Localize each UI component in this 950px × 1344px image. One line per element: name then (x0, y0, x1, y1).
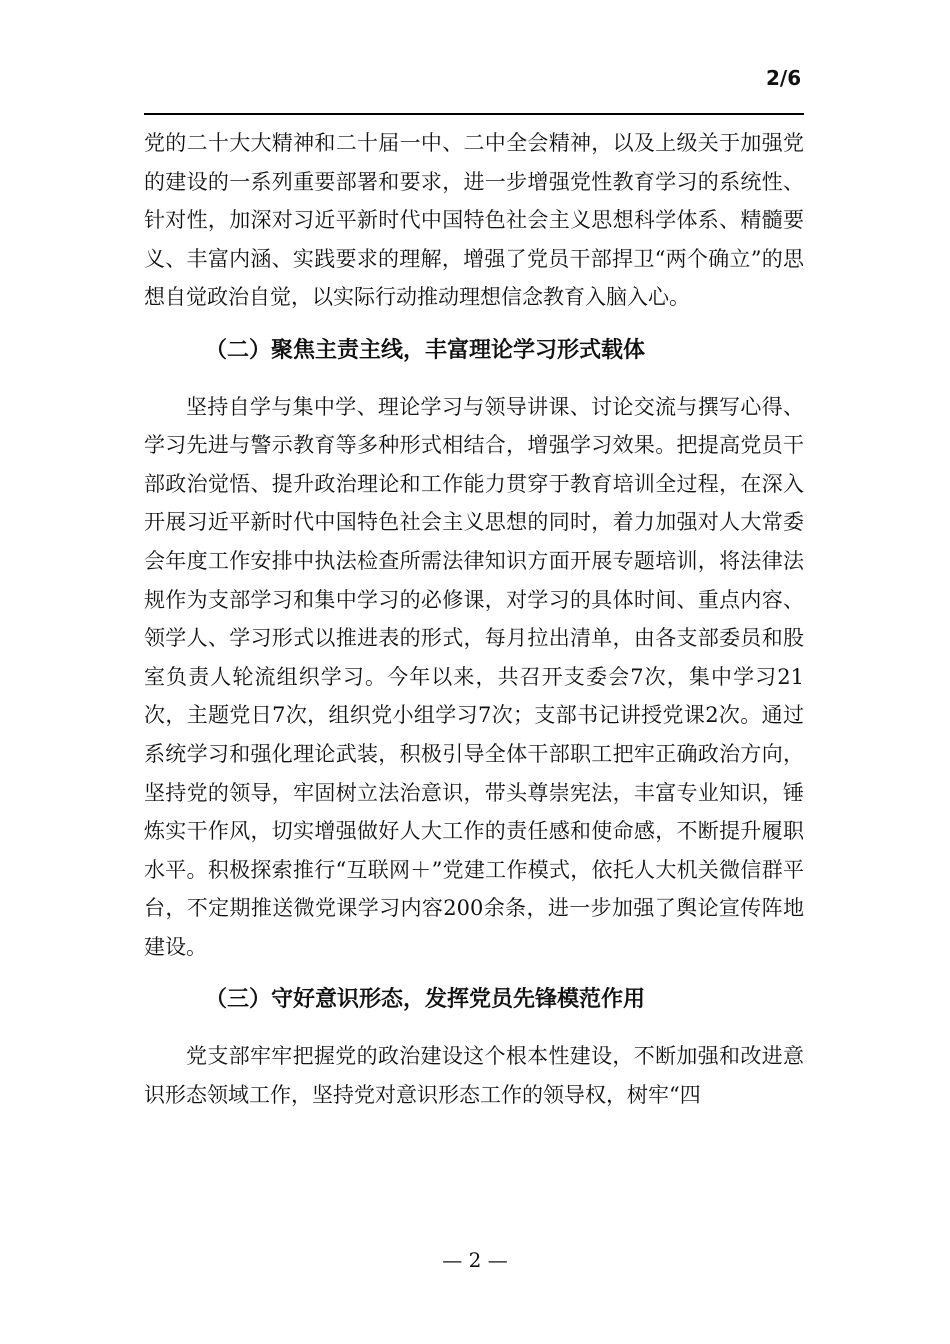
section-heading-3: （三）守好意识形态，发挥党员先锋模范作用 (205, 987, 646, 1013)
header-rule (144, 113, 804, 115)
page-counter: 2/6 (766, 66, 802, 90)
paragraph-2: 坚持自学与集中学、理论学习与领导讲课、讨论交流与撰写心得、学习先进与警示教育等多种形式相结合，增强学习效果。把提高党员干部政治觉悟、提升政治理论和工作能力贯穿于教育培训全过程，在深入开展习近平新时代中国特色社会主义思想的同时，着力加强对人大常委会年度工作安排中执法检查所需法律知识方面开展专题培训，将法律法规作为支部学习和集中学习的必修课，对学习的具体时间、重点内容、领学人、学习形式以推进表的形式，每月拉出清单，由各支部委员和股室负责人轮流组织学习。今年以来，共召开支委会7次，集中学习21次，主题党日7次，组织党小组学习7次；支部书记讲授党课2次。通过系统学习和强化理论武装，积极引导全体干部职工把牢正确政治方向，坚持党的领导，牢固树立法治意识，带头尊崇宪法，丰富专业知识，锤炼实干作风，切实增强做好人大工作的责任感和使命感，不断提升履职水平。积极探索推行“互联网＋”党建工作模式，依托人大机关微信群平台，不定期推送微党课学习内容200余条，进一步加强了舆论宣传阵地建设。 (144, 394, 804, 959)
section-heading-2: （二）聚焦主责主线，丰富理论学习形式载体 (205, 337, 646, 363)
document-body (144, 124, 804, 1114)
paragraph-continued: 党的二十大大精神和二十届一中、二中全会精神，以及上级关于加强党的建设的一系列重要部署和要求，进一步增强党性教育学习的系统性、针对性，加深对习近平新时代中国特色社会主义思想科学体系、精髓要义、丰富内涵、实践要求的理解，增强了党员干部捍卫“两个确立”的思想自觉政治自觉，以实际行动推动理想信念教育入脑入心。 (144, 131, 804, 310)
paragraph-3: 党支部牢牢把握党的政治建设这个根本性建设，不断加强和改进意识形态领域工作，坚持党对意识形态工作的领导权，树牢“四 (144, 1044, 804, 1107)
page-number-footer: — 2 — (442, 1248, 508, 1272)
